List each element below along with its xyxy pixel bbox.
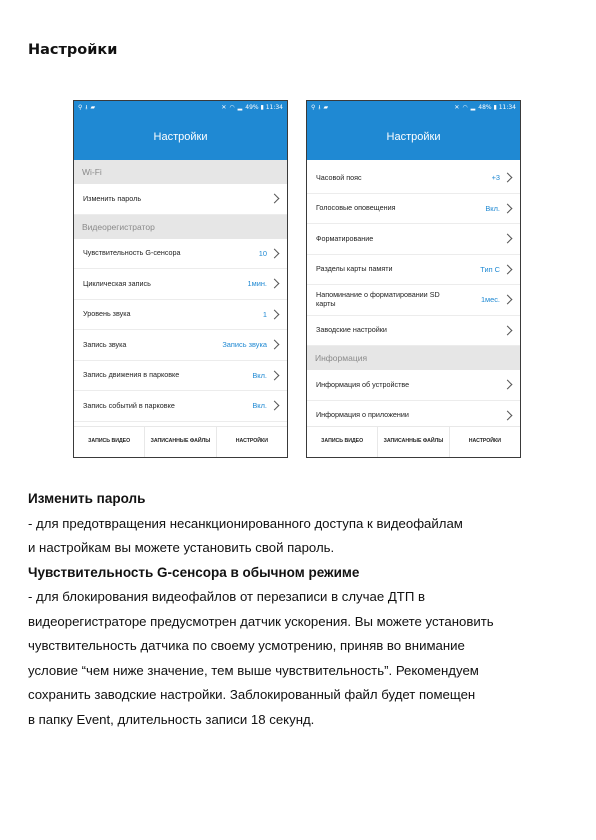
usb-icon: ⚲ [78,104,83,111]
appbar-title: Настройки [386,131,441,143]
setting-value: Вкл. [485,203,500,213]
setting-row-audio-recording[interactable] [74,330,287,361]
setting-value: 10 [258,248,267,258]
status-icons-left [78,103,95,113]
page-title: Настройки [28,42,118,58]
setting-label: Информация об устройстве [316,379,410,389]
nav-settings[interactable]: НАСТРОЙКИ [216,427,287,457]
status-bar [74,101,287,114]
setting-row-change-password[interactable] [74,184,287,215]
setting-value: Вкл. [252,401,267,411]
setting-label: Запись движения в парковке [83,370,180,380]
paragraph-line: - для предотвращения несанкционированного доступа к видеофайлам [28,515,463,531]
chevron-right-icon [270,401,280,411]
app-bar [74,114,287,160]
paragraph-line: условие “чем ниже значение, тем выше чувствительность”. Рекомендуем [28,662,479,678]
section-header-info: Информация [307,346,520,370]
setting-row-device-info[interactable] [307,370,520,401]
setting-label: Голосовые оповещения [316,203,396,213]
setting-row-volume[interactable] [74,300,287,331]
setting-row-timezone[interactable] [307,163,520,194]
setting-row-loop-recording[interactable] [74,269,287,300]
setting-value: 1мес. [480,295,500,305]
paragraph-line: в папку Event, длительность записи 18 секунд. [28,711,315,727]
status-bar [307,101,520,114]
app-bar [307,114,520,160]
chevron-right-icon [503,325,513,335]
chevron-right-icon [270,309,280,319]
message-icon: ▰ [323,104,329,111]
chevron-right-icon [270,370,280,380]
appbar-title: Настройки [153,131,208,143]
status-text: 49% ▮ 11:34 [245,104,283,111]
setting-value: 1 [262,309,267,319]
download-icon: ⭳ [318,103,321,111]
chevron-right-icon [503,203,513,213]
setting-label: Часовой пояс [316,172,362,182]
chevron-right-icon [503,264,513,274]
nav-settings[interactable]: НАСТРОЙКИ [449,427,520,457]
chevron-right-icon [503,380,513,390]
status-icons-left [311,103,328,113]
download-icon: ⭳ [85,103,88,111]
phone-screenshot-right [306,100,521,458]
chevron-right-icon [270,340,280,350]
setting-label: Уровень звука [83,309,131,319]
paragraph-line: видеорегистраторе предусмотрен датчик ускорения. Вы можете установить [28,613,494,629]
paragraph-line: чувствительность датчика по своему усмотрению, приняв во внимание [28,638,465,653]
bottom-navigation [307,426,520,457]
phone-screenshot-left [73,100,288,458]
message-icon: ▰ [90,104,96,111]
chevron-right-icon [503,173,513,183]
bottom-navigation [74,426,287,457]
setting-label: Информация о приложении [316,410,409,420]
nav-recorded-files[interactable]: ЗАПИСАННЫЕ ФАЙЛЫ [144,427,215,457]
mute-icon: ✕ [454,104,460,111]
setting-label: Заводские настройки [316,325,387,335]
setting-row-format[interactable] [307,224,520,255]
status-icons-right [221,104,283,111]
setting-row-factory-reset[interactable] [307,316,520,347]
paragraph-line: и настройкам вы можете установить свой пароль. [28,540,335,555]
chevron-right-icon [270,279,280,289]
section-header-wifi: Wi-Fi [74,160,287,184]
chevron-right-icon [503,295,513,305]
section-heading-change-password: Изменить пароль [28,491,146,506]
setting-label: Запись звука [83,339,127,349]
nav-record-video[interactable]: ЗАПИСЬ ВИДЕО [321,438,364,445]
status-icons-right [454,104,516,111]
setting-value: 1мин. [247,279,267,289]
chevron-right-icon [270,194,280,204]
status-text: 48% ▮ 11:34 [478,104,516,111]
setting-label: Изменить пароль [83,193,142,203]
setting-value: +3 [491,173,500,183]
nav-record-video[interactable]: ЗАПИСЬ ВИДЕО [88,438,131,445]
setting-value: Вкл. [252,370,267,380]
setting-label: Разделы карты памяти [316,264,393,274]
paragraph-line: - для блокирования видеофайлов от перезаписи в случае ДТП в [28,589,425,604]
wifi-icon: ◠ [462,104,468,111]
setting-label: Чувствительность G-сенсора [83,248,181,258]
signal-icon: ▂ [470,104,476,111]
chevron-right-icon [503,410,513,420]
paragraph-line: сохранить заводские настройки. Заблокированный файл будет помещен [28,687,476,702]
section-heading-g-sensor: Чувствительность G-сенсора в обычном режиме [28,564,360,580]
setting-label: Форматирование [316,233,374,243]
chevron-right-icon [270,248,280,258]
signal-icon: ▂ [237,104,243,111]
section-header-dashcam: Видеорегистратор [74,215,287,239]
wifi-icon: ◠ [229,104,235,111]
setting-row-memory-partitions[interactable] [307,255,520,286]
usb-icon: ⚲ [311,104,316,111]
chevron-right-icon [503,234,513,244]
setting-value: Тип C [480,264,500,274]
nav-recorded-files[interactable]: ЗАПИСАННЫЕ ФАЙЛЫ [377,427,448,457]
body-text [28,487,573,732]
setting-label: Циклическая запись [83,278,151,288]
setting-row-g-sensor[interactable] [74,239,287,270]
setting-label: Напоминание о форматировании SD карты [316,290,440,308]
mute-icon: ✕ [221,104,227,111]
settings-list [74,160,287,422]
setting-row-parking-events[interactable] [74,391,287,422]
setting-value: Запись звука [222,340,267,350]
settings-list [307,160,520,431]
setting-row-parking-motion[interactable] [74,361,287,392]
setting-row-voice-alerts[interactable] [307,194,520,225]
setting-row-format-reminder[interactable] [307,285,520,316]
setting-label: Запись событий в парковке [83,400,175,410]
